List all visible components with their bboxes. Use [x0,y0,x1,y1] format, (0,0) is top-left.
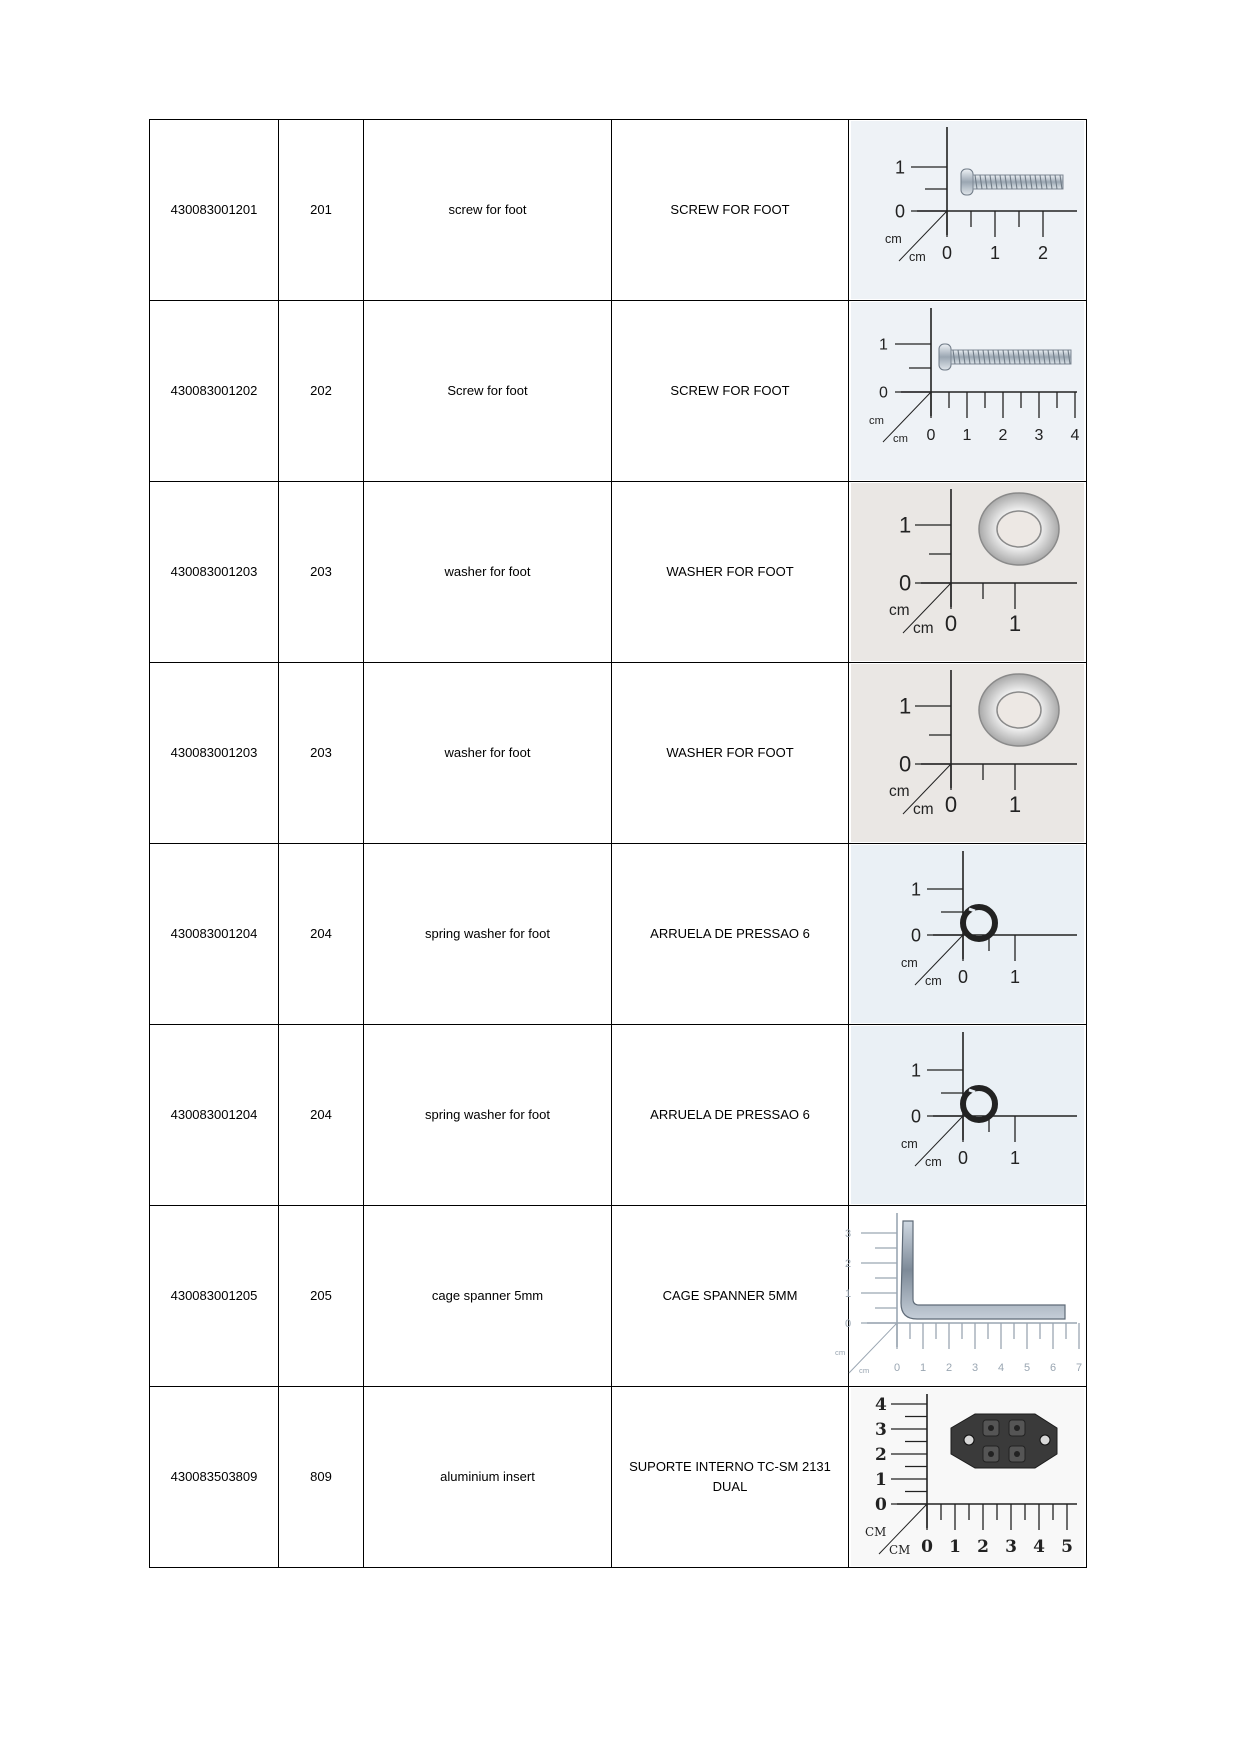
scale-y-label: 0 [895,201,906,222]
part-photo [851,664,1084,842]
position-text: 202 [310,383,332,398]
scale-y-label: 4 [875,1394,887,1415]
scale-x-label: 4 [1033,1537,1045,1557]
position-text: 809 [310,1469,332,1484]
scale-x-label: 2 [977,1537,989,1557]
scale-unit-label: cm [925,1155,942,1169]
description-text: cage spanner 5mm [431,1288,544,1303]
part-name-cell [612,301,849,482]
scale-y-label: 1 [911,879,922,900]
scale-unit-label: cm [909,250,926,264]
table-row [150,663,1087,844]
parts-table [149,119,1087,1568]
scale-x-label: 1 [949,1537,961,1557]
scale-unit-label: CM [865,1525,887,1539]
scale-x-label: 5 [1061,1537,1073,1557]
scale-x-label: 3 [971,1362,979,1374]
part-code-cell [150,1206,279,1387]
scale-unit-label: cm [835,1348,846,1357]
scale-unit-label: cm [889,783,910,800]
part-photo [851,1388,1084,1566]
part-code-cell [150,844,279,1025]
scale-x-label: 0 [941,243,953,263]
scale-unit-label: cm [925,974,942,988]
part-name-text: SCREW FOR FOOT [670,202,790,217]
part-code-text: 430083001203 [170,564,258,579]
part-photo-cell [849,482,1087,663]
scale-y-label: 0 [911,1106,922,1127]
scale-x-label: 1 [1008,611,1022,636]
part-code-text: 430083001204 [170,1107,258,1122]
scale-x-label: 1 [1008,792,1022,817]
position-cell [279,482,364,663]
table-row [150,482,1087,663]
table-row [150,120,1087,301]
scale-y-label: 2 [875,1444,887,1465]
part-name-cell [612,1206,852,1387]
position-cell [279,663,364,844]
part-code-cell [150,663,279,844]
part-code-cell [150,1387,279,1568]
part-photo [851,302,1084,480]
part-code-cell [150,482,279,663]
part-code-text: 430083001201 [170,202,258,217]
position-text: 205 [310,1288,332,1303]
scale-x-label: 0 [957,1148,969,1168]
scale-unit-label: cm [869,415,884,427]
scale-unit-label: cm [889,602,910,619]
part-code-cell [150,301,279,482]
description-cell [364,301,612,482]
description-text: screw for foot [448,202,527,217]
scale-y-label: 2 [845,1257,852,1270]
part-name-cell [612,844,849,1025]
scale-x-label: 0 [921,1537,933,1557]
part-photo-cell [849,301,1087,482]
scale-x-label: 2 [1037,243,1049,263]
scale-x-label: 0 [957,967,969,987]
scale-y-label: 0 [911,925,922,946]
position-text: 203 [310,564,332,579]
scale-x-label: 1 [1009,1148,1021,1168]
part-code-text: 430083503809 [170,1469,258,1484]
part-name-text: SUPORTE INTERNO TC-SM 2131 DUAL [629,1459,831,1494]
scale-y-label: 0 [875,1494,887,1515]
scale-y-label: 1 [875,1469,887,1490]
scale-x-label: 3 [1034,427,1044,444]
description-text: washer for foot [444,564,531,579]
scale-x-label: 1 [962,427,972,444]
part-name-cell [612,482,849,663]
scale-x-label: 2 [945,1362,953,1374]
position-cell [279,1206,364,1387]
part-name-text: ARRUELA DE PRESSAO 6 [650,926,810,941]
scale-unit-label: cm [901,956,918,970]
part-code-cell [150,1025,279,1206]
part-photo [835,1207,1084,1385]
scale-unit-label: cm [893,433,908,445]
description-text: Screw for foot [447,383,528,398]
part-code-cell [150,120,279,301]
scale-x-label: 0 [944,792,958,817]
scale-x-label: 3 [1005,1537,1017,1557]
part-photo-cell [849,663,1087,844]
scale-unit-label: cm [913,620,934,637]
part-photo-cell [835,1206,1087,1387]
scale-y-label: 1 [845,1287,852,1300]
scale-y-label: 1 [899,512,912,538]
part-code-text: 430083001205 [170,1288,258,1303]
description-text: spring washer for foot [424,1107,550,1122]
part-code-text: 430083001203 [170,745,258,760]
scale-x-label: 4 [997,1362,1005,1374]
part-name-text: WASHER FOR FOOT [666,745,794,760]
part-name-cell [612,120,849,301]
scale-x-label: 7 [1075,1362,1083,1374]
position-text: 201 [310,202,332,217]
scale-unit-label: cm [913,801,934,818]
description-cell [364,844,612,1025]
part-name-cell [612,663,849,844]
part-name-text: ARRUELA DE PRESSAO 6 [650,1107,810,1122]
scale-x-label: 1 [919,1362,927,1374]
scale-x-label: 6 [1049,1362,1057,1374]
part-code-text: 430083001204 [170,926,258,941]
scale-unit-label: cm [885,232,902,246]
part-photo [851,1026,1084,1204]
washer-image [979,674,1059,746]
scale-y-label: 0 [879,384,888,402]
description-text: washer for foot [444,745,531,760]
part-name-text: WASHER FOR FOOT [666,564,794,579]
insert-image [951,1414,1057,1468]
scale-y-label: 0 [899,570,912,596]
position-cell [279,120,364,301]
part-name-text: CAGE SPANNER 5MM [662,1288,798,1303]
scale-y-label: 0 [845,1317,852,1330]
scale-x-label: 1 [989,243,1001,263]
scale-y-label: 3 [845,1227,852,1240]
description-cell [364,1387,612,1568]
description-text: aluminium insert [440,1469,535,1484]
description-text: spring washer for foot [424,926,550,941]
scale-unit-label: cm [901,1137,918,1151]
position-text: 204 [310,926,332,941]
washer-image [979,493,1059,565]
part-photo [851,845,1084,1023]
table-row [150,1206,1087,1387]
scale-y-label: 1 [911,1060,922,1081]
scale-x-label: 4 [1070,427,1080,444]
parts-table-body [150,120,1087,1568]
table-row [150,1025,1087,1206]
scale-unit-label: cm [859,1366,870,1375]
position-text: 204 [310,1107,332,1122]
part-photo [851,121,1084,299]
scale-y-label: 3 [875,1419,887,1440]
position-cell [279,844,364,1025]
scale-x-label: 0 [926,427,936,444]
part-name-text: SCREW FOR FOOT [670,383,790,398]
scale-x-label: 0 [944,611,958,636]
part-photo-cell [849,1025,1087,1206]
position-cell [279,1387,364,1568]
description-cell [364,1206,612,1387]
scale-y-label: 1 [899,693,912,719]
scale-x-label: 0 [893,1362,901,1374]
scale-unit-label: CM [889,1543,911,1557]
table-row [150,301,1087,482]
position-cell [279,301,364,482]
part-name-cell [612,1387,849,1568]
position-cell [279,1025,364,1206]
description-cell [364,120,612,301]
scale-x-label: 2 [998,427,1008,444]
part-photo [851,483,1084,661]
scale-y-label: 1 [879,336,888,354]
table-row [150,844,1087,1025]
description-cell [364,1025,612,1206]
part-photo-cell [849,120,1087,301]
scale-y-label: 1 [895,157,906,178]
scale-x-label: 1 [1009,967,1021,987]
table-row [150,1387,1087,1568]
part-photo-cell [849,844,1087,1025]
part-code-text: 430083001202 [170,383,258,398]
scale-x-label: 5 [1023,1362,1031,1374]
scale-y-label: 0 [899,751,912,777]
position-text: 203 [310,745,332,760]
description-cell [364,482,612,663]
description-cell [364,663,612,844]
part-photo-cell [849,1387,1087,1568]
part-name-cell [612,1025,849,1206]
